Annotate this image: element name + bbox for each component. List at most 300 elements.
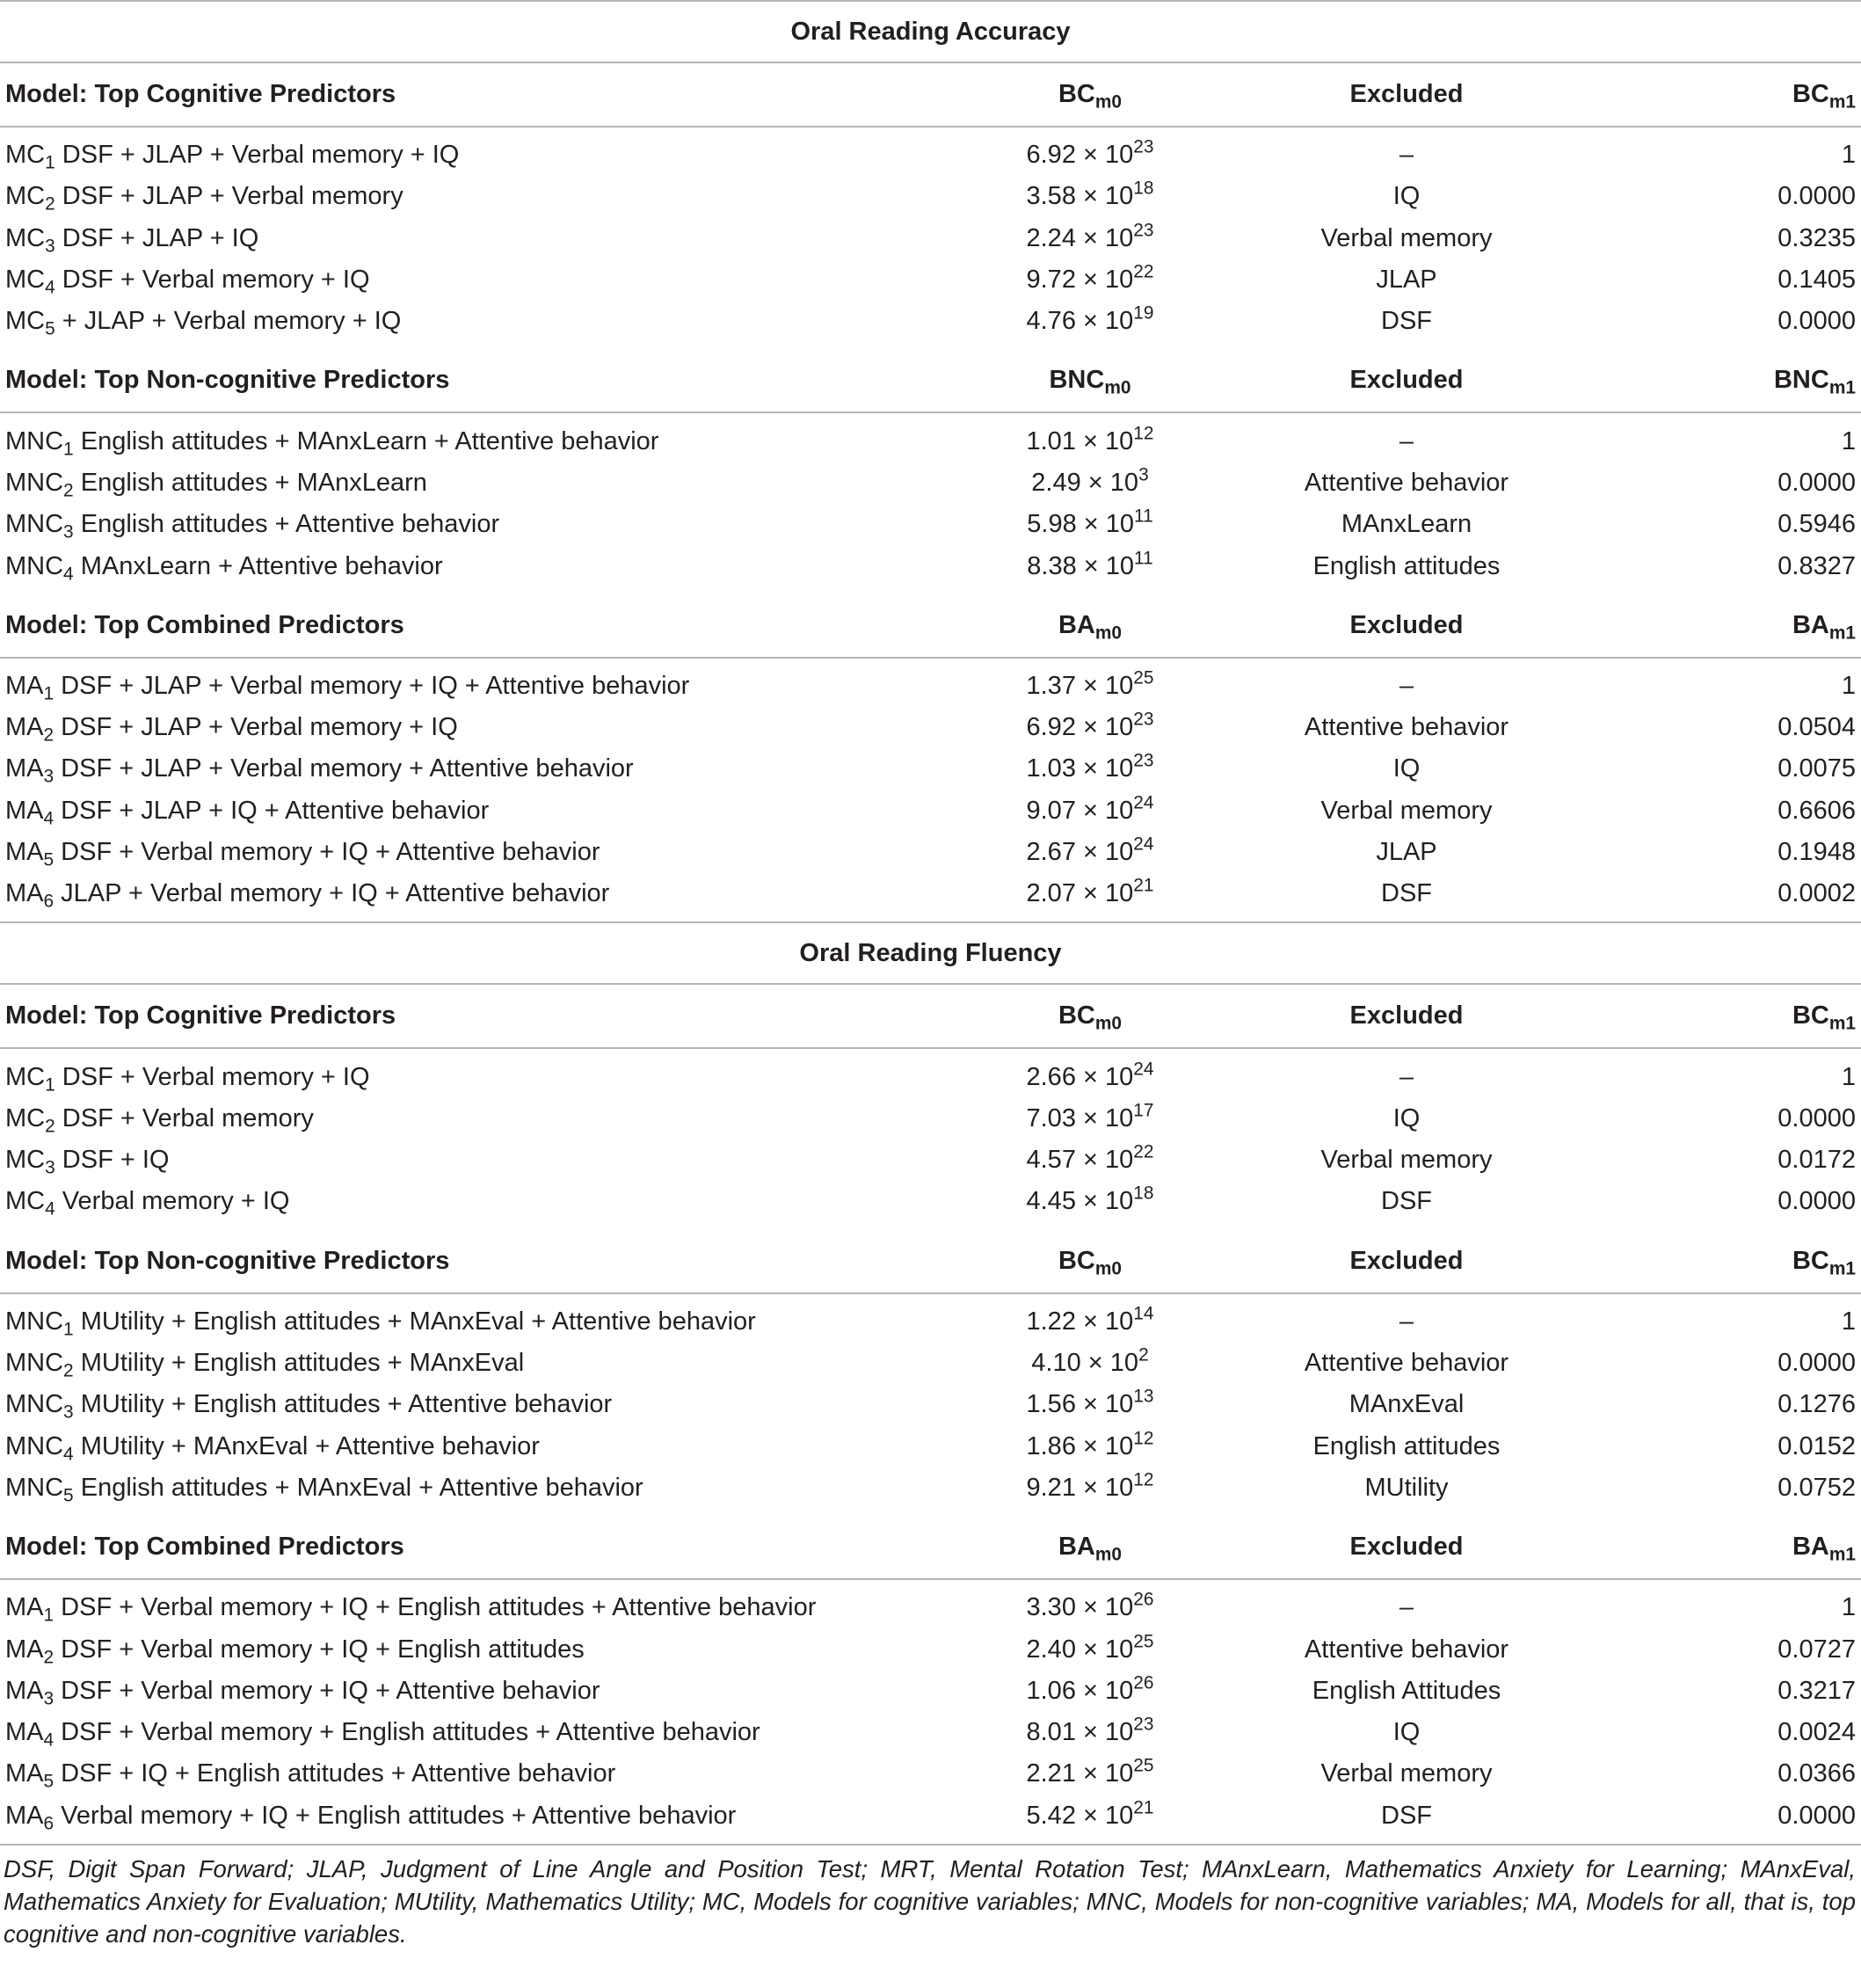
model-cell <box>0 1140 967 1181</box>
bayes-factor-m1-name: BA <box>1792 610 1829 639</box>
model-label: MA <box>5 1635 44 1664</box>
model-label: MA <box>5 1759 44 1788</box>
model-cell <box>0 1384 967 1425</box>
bf-mantissa: 4.76 <box>1026 307 1076 336</box>
excluded-cell: JLAP <box>1376 838 1437 866</box>
bayes-factor-m1-cell: 0.0075 <box>1777 754 1856 783</box>
model-formula: DSF + JLAP + IQ + Attentive behavior <box>54 796 490 825</box>
table-row <box>0 504 1861 545</box>
table-row <box>0 1293 1861 1343</box>
bayes-factor-m0-cell <box>967 748 1213 790</box>
model-formula: DSF + Verbal memory + IQ + English attitudes + Attentive behavior <box>54 1593 817 1622</box>
bf-mantissa: 4.10 <box>1031 1349 1081 1378</box>
bayes-factor-m0-name: BC <box>1058 1001 1095 1030</box>
table-row <box>0 1467 1861 1516</box>
bf-exponent: 18 <box>1133 178 1154 199</box>
bf-times-ten: × 10 <box>1075 223 1134 252</box>
bf-times-ten: × 10 <box>1075 838 1134 866</box>
model-index: 5 <box>63 1485 74 1506</box>
excluded-cell: Attentive behavior <box>1304 468 1509 497</box>
bf-times-ten: × 10 <box>1075 182 1134 211</box>
model-cell <box>0 545 967 593</box>
bayes-factor-m1-cell: 0.0024 <box>1777 1718 1856 1747</box>
model-index: 1 <box>45 152 55 173</box>
model-index: 3 <box>43 766 55 787</box>
bayes-factor-m1-cell: 0.8327 <box>1777 551 1856 580</box>
bayes-factor-m0-subscript: m0 <box>1094 1257 1123 1278</box>
section-title: Oral Reading Fluency <box>0 922 1861 984</box>
bf-exponent: 24 <box>1133 834 1154 855</box>
model-label: MC <box>5 1146 46 1175</box>
bayes-factor-m1-subscript: m1 <box>1828 622 1856 643</box>
bf-exponent: 23 <box>1133 750 1154 771</box>
bayes-factor-m0-header <box>967 594 1213 658</box>
bayes-factor-m1-name: BNC <box>1773 366 1829 395</box>
bf-times-ten: × 10 <box>1076 551 1135 580</box>
bf-mantissa: 8.01 <box>1026 1718 1076 1747</box>
model-index: 4 <box>63 563 74 584</box>
model-index: 4 <box>43 807 55 828</box>
model-column-header: Model: Top Combined Predictors <box>0 594 967 658</box>
model-index: 4 <box>63 1443 74 1464</box>
excluded-cell: MAnxEval <box>1348 1390 1465 1419</box>
bf-exponent: 13 <box>1133 1386 1154 1407</box>
model-column-header: Model: Top Non-cognitive Predictors <box>0 349 967 412</box>
bf-mantissa: 3.30 <box>1026 1593 1076 1622</box>
bayes-factor-m0-cell <box>967 1753 1213 1795</box>
model-label: MA <box>5 671 44 700</box>
model-column-header: Model: Top Cognitive Predictors <box>0 62 967 127</box>
bf-mantissa: 2.49 <box>1031 468 1081 497</box>
bayes-factor-m0-cell <box>967 176 1213 217</box>
bf-exponent: 23 <box>1133 220 1154 241</box>
bayes-factor-m0-cell <box>967 1628 1213 1670</box>
bf-times-ten: × 10 <box>1080 468 1139 497</box>
bf-times-ten: × 10 <box>1075 1593 1134 1622</box>
bayes-factor-m0-cell <box>967 545 1213 593</box>
excluded-cell: IQ <box>1392 754 1421 783</box>
model-cell <box>0 790 967 832</box>
table-row <box>0 1671 1861 1712</box>
bf-times-ten: × 10 <box>1075 754 1134 783</box>
excluded-column-header: Excluded <box>1213 594 1600 658</box>
bf-exponent: 21 <box>1133 875 1154 896</box>
bayes-factor-m1-header <box>1600 349 1861 412</box>
model-index: 5 <box>43 849 55 870</box>
bayes-factor-m0-cell <box>967 1098 1213 1140</box>
model-index: 5 <box>45 318 55 339</box>
bf-mantissa: 4.57 <box>1026 1146 1076 1175</box>
model-label: MC <box>5 307 46 336</box>
bayes-factor-m1-cell: 0.5946 <box>1777 510 1856 539</box>
table-row <box>0 1753 1861 1795</box>
bayes-factor-m1-cell: 0.0000 <box>1777 1187 1856 1216</box>
bayes-factor-m1-cell: 0.0504 <box>1777 713 1856 742</box>
excluded-cell: MUtility <box>1364 1473 1449 1502</box>
model-index: 4 <box>45 277 55 298</box>
model-formula: DSF + Verbal memory + IQ + Attentive behavior <box>54 838 600 866</box>
model-formula: MAnxLearn + Attentive behavior <box>73 551 443 580</box>
excluded-cell: – <box>1399 141 1414 170</box>
model-index: 3 <box>63 1402 74 1423</box>
table-body <box>0 1 1861 1844</box>
model-label: MA <box>5 1593 44 1622</box>
model-cell <box>0 176 967 217</box>
excluded-column-header: Excluded <box>1213 984 1600 1048</box>
model-formula: English attitudes + MAnxEval + Attentive behavior <box>73 1473 643 1502</box>
bf-mantissa: 2.21 <box>1026 1759 1076 1788</box>
bayes-factor-m0-name: BC <box>1058 80 1095 108</box>
bf-mantissa: 2.07 <box>1026 879 1076 908</box>
model-formula: JLAP + Verbal memory + IQ + Attentive behavior <box>54 879 610 908</box>
model-cell <box>0 748 967 790</box>
bf-mantissa: 3.58 <box>1026 182 1076 211</box>
model-label: MC <box>5 141 46 170</box>
bf-mantissa: 2.67 <box>1026 838 1076 866</box>
bf-exponent: 25 <box>1133 1631 1154 1652</box>
bayes-factor-m0-subscript: m0 <box>1094 1013 1123 1034</box>
model-formula: + JLAP + Verbal memory + IQ <box>55 307 402 336</box>
bf-exponent: 26 <box>1133 1589 1154 1610</box>
model-cell <box>0 1671 967 1712</box>
table-row <box>0 1795 1861 1844</box>
bf-mantissa: 1.37 <box>1026 671 1076 700</box>
model-cell <box>0 1579 967 1628</box>
model-formula: English attitudes + MAnxLearn + Attentive behavior <box>73 426 659 455</box>
model-cell <box>0 1753 967 1795</box>
bayes-factor-m0-subscript: m0 <box>1094 1544 1123 1565</box>
bayes-factor-m1-header <box>1600 594 1861 658</box>
model-index: 3 <box>43 1688 55 1709</box>
bf-mantissa: 7.03 <box>1026 1103 1076 1132</box>
bf-times-ten: × 10 <box>1075 1718 1134 1747</box>
model-cell <box>0 873 967 922</box>
bf-times-ten: × 10 <box>1075 1801 1134 1830</box>
bayes-factor-m1-cell: 1 <box>1841 1307 1856 1336</box>
bf-exponent: 3 <box>1138 464 1149 485</box>
model-cell <box>0 1795 967 1844</box>
model-label: MNC <box>5 1431 64 1460</box>
bayes-factor-m1-cell: 1 <box>1841 141 1856 170</box>
table-row <box>0 748 1861 790</box>
bayes-factor-m1-cell: 0.0366 <box>1777 1759 1856 1788</box>
bf-exponent: 25 <box>1133 1755 1154 1776</box>
model-formula: MUtility + English attitudes + Attentive behavior <box>73 1390 613 1419</box>
section-title: Oral Reading Accuracy <box>0 1 1861 62</box>
bayes-factor-m0-cell <box>967 301 1213 349</box>
bf-times-ten: × 10 <box>1075 266 1134 295</box>
excluded-cell: IQ <box>1392 182 1421 211</box>
bf-times-ten: × 10 <box>1076 510 1135 539</box>
bf-times-ten: × 10 <box>1075 1062 1134 1091</box>
table-row <box>0 1343 1861 1384</box>
model-label: MA <box>5 754 44 783</box>
excluded-cell: English attitudes <box>1312 551 1501 580</box>
table-row <box>0 1098 1861 1140</box>
bf-times-ten: × 10 <box>1075 1103 1134 1132</box>
bayes-factor-m1-cell: 0.0000 <box>1777 1801 1856 1830</box>
model-cell <box>0 504 967 545</box>
excluded-column-header: Excluded <box>1213 62 1600 127</box>
model-formula: DSF + JLAP + Verbal memory + IQ <box>55 141 460 170</box>
bayes-factor-m1-cell: 1 <box>1841 426 1856 455</box>
table-row <box>0 1140 1861 1181</box>
excluded-cell: JLAP <box>1376 266 1437 295</box>
table-footnote: DSF, Digit Span Forward; JLAP, Judgment of Line Angle and Position Test; MRT, Mental Rotation Test; MAnxLearn, Mathematics Anxiety for Learning; MAnxEval, Mathematics Anxiety for Evaluation; MUtility, Mathematics Utility; MC, Models for cognitive variables; MNC, Models for non-cognitive variables; MA, Models for all, that is, top cognitive and non-cognitive variables. <box>0 1844 1861 1950</box>
bayes-factor-m0-cell <box>967 832 1213 873</box>
table-row <box>0 832 1861 873</box>
bf-times-ten: × 10 <box>1075 426 1134 455</box>
model-formula: MUtility + English attitudes + MAnxEval <box>73 1349 525 1378</box>
model-cell <box>0 707 967 748</box>
bf-times-ten: × 10 <box>1075 796 1134 825</box>
model-index: 4 <box>43 1729 55 1751</box>
excluded-cell: – <box>1399 1593 1414 1622</box>
bf-mantissa: 1.56 <box>1026 1390 1076 1419</box>
bayes-factor-m0-header <box>967 349 1213 412</box>
model-formula: MUtility + English attitudes + MAnxEval + Attentive behavior <box>73 1307 756 1336</box>
excluded-cell: English attitudes <box>1312 1431 1501 1460</box>
bayes-factor-m0-cell <box>967 1343 1213 1384</box>
bayes-factor-m0-cell <box>967 658 1213 707</box>
bf-times-ten: × 10 <box>1075 671 1134 700</box>
bayes-factor-m1-subscript: m1 <box>1828 1257 1856 1278</box>
bayes-factor-m0-cell <box>967 1579 1213 1628</box>
table-row <box>0 412 1861 462</box>
model-index: 1 <box>43 1605 55 1626</box>
model-label: MNC <box>5 426 64 455</box>
bayes-factor-m0-name: BA <box>1058 610 1095 639</box>
model-formula: DSF + Verbal memory + IQ + English attitudes <box>54 1635 585 1664</box>
model-cell <box>0 832 967 873</box>
model-formula: DSF + JLAP + Verbal memory <box>55 182 403 211</box>
bayes-factor-m0-subscript: m0 <box>1094 622 1123 643</box>
table-row <box>0 873 1861 922</box>
bayes-factor-m0-header <box>967 62 1213 127</box>
bayes-factor-m1-cell: 0.0152 <box>1777 1431 1856 1460</box>
model-label: MA <box>5 796 44 825</box>
bayes-factor-m0-cell <box>967 412 1213 462</box>
bf-times-ten: × 10 <box>1075 1146 1134 1175</box>
model-label: MC <box>5 182 46 211</box>
bf-mantissa: 5.98 <box>1027 510 1077 539</box>
model-cell <box>0 1712 967 1753</box>
excluded-cell: Verbal memory <box>1320 1146 1493 1175</box>
bayes-factor-m1-cell: 0.0000 <box>1777 182 1856 211</box>
bayes-factor-m0-cell <box>967 218 1213 259</box>
table-row <box>0 462 1861 504</box>
bayes-factor-m1-cell: 0.1405 <box>1777 266 1856 295</box>
bf-exponent: 11 <box>1134 506 1153 527</box>
bf-exponent: 12 <box>1133 1469 1154 1490</box>
bf-exponent: 25 <box>1133 667 1154 688</box>
excluded-cell: IQ <box>1392 1103 1421 1132</box>
bayes-factor-m1-cell: 0.6606 <box>1777 796 1856 825</box>
bayes-factor-m0-cell <box>967 790 1213 832</box>
bf-exponent: 14 <box>1133 1303 1154 1324</box>
excluded-cell: DSF <box>1381 1187 1432 1216</box>
model-index: 2 <box>43 725 55 746</box>
bayes-factor-m1-cell: 0.3235 <box>1777 223 1856 252</box>
bayes-factor-m1-cell: 0.0000 <box>1777 468 1856 497</box>
bayes-factor-m0-cell <box>967 707 1213 748</box>
bf-times-ten: × 10 <box>1075 1676 1134 1705</box>
bayes-factor-m1-subscript: m1 <box>1828 377 1856 398</box>
bayes-factor-m1-cell: 0.0752 <box>1777 1473 1856 1502</box>
bayes-factor-m0-subscript: m0 <box>1094 91 1123 113</box>
table-row <box>0 301 1861 349</box>
bayes-factor-m0-name: BA <box>1058 1533 1095 1562</box>
excluded-cell: DSF <box>1381 1801 1432 1830</box>
bf-times-ten: × 10 <box>1075 879 1134 908</box>
model-index: 1 <box>45 1074 55 1095</box>
table-row <box>0 658 1861 707</box>
model-label: MNC <box>5 551 64 580</box>
bayes-factor-m0-cell <box>967 1467 1213 1516</box>
bayes-factor-m0-cell <box>967 1048 1213 1097</box>
model-label: MA <box>5 1801 44 1830</box>
bf-mantissa: 1.03 <box>1026 754 1076 783</box>
bayes-factor-m0-header <box>967 984 1213 1048</box>
model-label: MA <box>5 838 44 866</box>
model-formula: MUtility + MAnxEval + Attentive behavior <box>73 1431 540 1460</box>
bf-times-ten: × 10 <box>1075 1635 1134 1664</box>
bf-exponent: 12 <box>1133 1428 1154 1449</box>
bf-mantissa: 1.86 <box>1026 1431 1076 1460</box>
bayes-factor-m0-cell <box>967 504 1213 545</box>
bayes-factor-m0-cell <box>967 1384 1213 1425</box>
table-row <box>0 1579 1861 1628</box>
table-row <box>0 1712 1861 1753</box>
excluded-cell: DSF <box>1381 307 1432 336</box>
table-row <box>0 1181 1861 1229</box>
bayes-factor-m0-header <box>967 1230 1213 1293</box>
bayes-factor-m1-header <box>1600 62 1861 127</box>
bayes-factor-m1-subscript: m1 <box>1828 91 1856 113</box>
bayes-factor-m1-cell: 0.3217 <box>1777 1676 1856 1705</box>
block-header-row <box>0 984 1861 1048</box>
model-index: 1 <box>43 683 55 704</box>
model-column-header: Model: Top Cognitive Predictors <box>0 984 967 1048</box>
model-cell <box>0 1048 967 1097</box>
excluded-cell: IQ <box>1392 1718 1421 1747</box>
bf-mantissa: 9.21 <box>1026 1473 1076 1502</box>
model-formula: DSF + IQ + English attitudes + Attentive behavior <box>54 1759 616 1788</box>
model-cell <box>0 1426 967 1467</box>
block-header-row <box>0 594 1861 658</box>
model-cell <box>0 1628 967 1670</box>
model-cell <box>0 1181 967 1229</box>
model-index: 4 <box>45 1198 55 1220</box>
bf-times-ten: × 10 <box>1075 307 1134 336</box>
bayes-factor-m1-name: BC <box>1792 1246 1829 1275</box>
model-index: 3 <box>45 1157 55 1178</box>
bf-times-ten: × 10 <box>1080 1349 1139 1378</box>
bayes-factor-m0-cell <box>967 1293 1213 1343</box>
table-row <box>0 1426 1861 1467</box>
bayes-factor-m1-cell: 0.0000 <box>1777 1103 1856 1132</box>
bayes-factor-m0-cell <box>967 1426 1213 1467</box>
bayes-factor-m1-cell: 1 <box>1841 1593 1856 1622</box>
bayes-factor-m1-header <box>1600 1230 1861 1293</box>
model-cell <box>0 1293 967 1343</box>
model-index: 2 <box>63 1360 74 1381</box>
bayes-factor-m1-cell: 0.0002 <box>1777 879 1856 908</box>
model-formula: DSF + JLAP + Verbal memory + IQ <box>54 713 458 742</box>
bf-exponent: 23 <box>1133 709 1154 730</box>
table-row <box>0 127 1861 176</box>
bayes-factor-m1-header <box>1600 984 1861 1048</box>
section-title-row <box>0 1 1861 62</box>
model-label: MA <box>5 1718 44 1747</box>
bayes-factor-m0-header <box>967 1516 1213 1579</box>
model-label: MNC <box>5 1390 64 1419</box>
model-formula: DSF + Verbal memory + IQ <box>55 266 370 295</box>
bayes-factor-m0-name: BNC <box>1049 366 1105 395</box>
bf-times-ten: × 10 <box>1075 1390 1134 1419</box>
bf-mantissa: 5.42 <box>1026 1801 1076 1830</box>
table-row <box>0 1384 1861 1425</box>
bf-mantissa: 6.92 <box>1026 713 1076 742</box>
bayes-factor-m1-header <box>1600 1516 1861 1579</box>
bf-exponent: 17 <box>1133 1100 1154 1121</box>
bf-times-ten: × 10 <box>1075 1187 1134 1216</box>
bf-mantissa: 1.22 <box>1026 1307 1076 1336</box>
model-label: MA <box>5 713 44 742</box>
bayes-factor-m0-subscript: m0 <box>1104 377 1131 398</box>
model-formula: English attitudes + MAnxLearn <box>73 468 427 497</box>
bayes-factor-m1-cell: 1 <box>1841 671 1856 700</box>
bayes-factor-m1-cell: 0.0000 <box>1777 1349 1856 1378</box>
bayes-factor-m0-cell <box>967 1140 1213 1181</box>
block-header-row <box>0 62 1861 127</box>
bf-exponent: 23 <box>1133 136 1154 157</box>
table-row <box>0 790 1861 832</box>
bayes-factor-m1-subscript: m1 <box>1828 1544 1856 1565</box>
excluded-cell: Verbal memory <box>1320 796 1493 825</box>
bf-mantissa: 9.07 <box>1026 796 1076 825</box>
bf-exponent: 11 <box>1134 548 1153 569</box>
model-cell <box>0 1343 967 1384</box>
table-row <box>0 1628 1861 1670</box>
bf-exponent: 26 <box>1133 1672 1154 1693</box>
bf-mantissa: 6.92 <box>1026 141 1076 170</box>
model-cell <box>0 259 967 301</box>
excluded-column-header: Excluded <box>1213 1516 1600 1579</box>
bf-times-ten: × 10 <box>1075 713 1134 742</box>
bf-mantissa: 2.66 <box>1026 1062 1076 1091</box>
table-row <box>0 176 1861 217</box>
excluded-cell: Attentive behavior <box>1304 1349 1509 1378</box>
bayes-factor-m1-name: BC <box>1792 1001 1829 1030</box>
excluded-cell: Attentive behavior <box>1304 713 1509 742</box>
section-title-row <box>0 922 1861 984</box>
model-index: 2 <box>45 1116 55 1137</box>
excluded-cell: – <box>1399 671 1414 700</box>
bf-mantissa: 1.06 <box>1026 1676 1076 1705</box>
bayes-factor-m1-cell: 0.0172 <box>1777 1146 1856 1175</box>
model-formula: DSF + IQ <box>55 1146 170 1175</box>
bayes-factor-m0-cell <box>967 462 1213 504</box>
bf-times-ten: × 10 <box>1075 1473 1134 1502</box>
bayes-factor-m1-cell: 0.0727 <box>1777 1635 1856 1664</box>
table-row <box>0 707 1861 748</box>
bf-mantissa: 9.72 <box>1026 266 1076 295</box>
bf-exponent: 18 <box>1133 1183 1154 1205</box>
excluded-cell: English Attitudes <box>1312 1676 1501 1705</box>
model-formula: Verbal memory + IQ + English attitudes + Attentive behavior <box>54 1801 737 1830</box>
bf-mantissa: 1.01 <box>1026 426 1076 455</box>
